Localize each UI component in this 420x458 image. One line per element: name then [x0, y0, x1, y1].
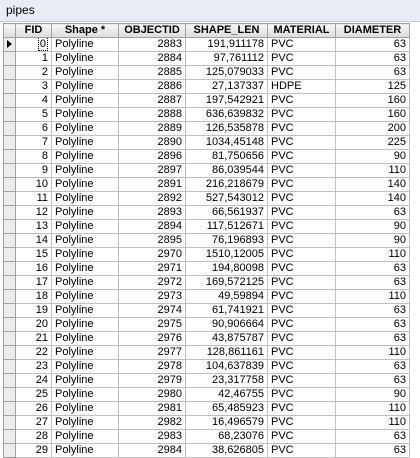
cell-fid[interactable]: 29 [16, 444, 52, 458]
cell-shape-len[interactable]: 125,079033 [186, 66, 268, 80]
cell-fid[interactable]: 8 [16, 150, 52, 164]
cell-fid[interactable]: 13 [16, 220, 52, 234]
cell-objectid[interactable]: 2983 [119, 430, 186, 444]
cell-shape[interactable]: Polyline [52, 374, 119, 388]
cell-material[interactable]: PVC [268, 94, 336, 108]
table-row[interactable] [4, 122, 410, 136]
cell-shape-len[interactable]: 68,23076 [186, 430, 268, 444]
cell-shape-len[interactable]: 38,626805 [186, 444, 268, 458]
table-row[interactable] [4, 66, 410, 80]
cell-shape-len[interactable]: 117,512671 [186, 220, 268, 234]
cell-shape[interactable]: Polyline [52, 178, 119, 192]
table-row[interactable] [4, 318, 410, 332]
row-selector[interactable] [4, 388, 16, 402]
cell-material[interactable]: PVC [268, 38, 336, 52]
column-header-shape[interactable]: Shape * [52, 24, 119, 38]
cell-shape[interactable]: Polyline [52, 66, 119, 80]
cell-diameter[interactable]: 90 [336, 150, 410, 164]
cell-diameter[interactable]: 63 [336, 374, 410, 388]
cell-shape[interactable]: Polyline [52, 388, 119, 402]
cell-shape[interactable]: Polyline [52, 248, 119, 262]
cell-fid[interactable]: 27 [16, 416, 52, 430]
cell-material[interactable]: PVC [268, 304, 336, 318]
cell-diameter[interactable]: 63 [336, 332, 410, 346]
cell-diameter[interactable]: 63 [336, 38, 410, 52]
cell-material[interactable]: PVC [268, 402, 336, 416]
cell-fid[interactable]: 22 [16, 346, 52, 360]
cell-diameter[interactable]: 160 [336, 94, 410, 108]
cell-objectid[interactable]: 2888 [119, 108, 186, 122]
cell-fid[interactable]: 21 [16, 332, 52, 346]
row-selector[interactable] [4, 332, 16, 346]
cell-material[interactable]: PVC [268, 262, 336, 276]
cell-material[interactable]: PVC [268, 150, 336, 164]
row-selector[interactable] [4, 52, 16, 66]
cell-shape-len[interactable]: 42,46755 [186, 388, 268, 402]
cell-material[interactable]: PVC [268, 206, 336, 220]
table-row[interactable] [4, 80, 410, 94]
cell-shape-len[interactable]: 104,637839 [186, 360, 268, 374]
table-row[interactable] [4, 332, 410, 346]
cell-shape[interactable]: Polyline [52, 290, 119, 304]
row-selector[interactable] [4, 234, 16, 248]
cell-diameter[interactable]: 140 [336, 192, 410, 206]
row-selector[interactable] [4, 108, 16, 122]
cell-objectid[interactable]: 2970 [119, 248, 186, 262]
cell-diameter[interactable]: 63 [336, 52, 410, 66]
cell-diameter[interactable]: 63 [336, 66, 410, 80]
cell-fid[interactable]: 14 [16, 234, 52, 248]
cell-diameter[interactable]: 63 [336, 276, 410, 290]
cell-fid[interactable]: 2 [16, 66, 52, 80]
row-selector[interactable] [4, 346, 16, 360]
cell-objectid[interactable]: 2982 [119, 416, 186, 430]
cell-fid[interactable]: 26 [16, 402, 52, 416]
cell-shape-len[interactable]: 128,861161 [186, 346, 268, 360]
table-header-row [4, 24, 410, 38]
cell-diameter[interactable]: 125 [336, 80, 410, 94]
cell-material[interactable]: PVC [268, 388, 336, 402]
cell-material[interactable]: PVC [268, 122, 336, 136]
cell-objectid[interactable]: 2885 [119, 66, 186, 80]
cell-objectid[interactable]: 2896 [119, 150, 186, 164]
cell-objectid[interactable]: 2889 [119, 122, 186, 136]
cell-objectid[interactable]: 2981 [119, 402, 186, 416]
cell-objectid[interactable]: 2978 [119, 360, 186, 374]
cell-fid[interactable]: 24 [16, 374, 52, 388]
cell-shape[interactable]: Polyline [52, 164, 119, 178]
cell-shape[interactable]: Polyline [52, 234, 119, 248]
cell-shape-len[interactable]: 66,561937 [186, 206, 268, 220]
active-cell-value: 0 [39, 38, 46, 50]
table-row[interactable] [4, 164, 410, 178]
cell-shape[interactable]: Polyline [52, 150, 119, 164]
cell-shape-len[interactable]: 216,218679 [186, 178, 268, 192]
row-selector[interactable] [4, 136, 16, 150]
cell-material[interactable]: PVC [268, 220, 336, 234]
cell-fid[interactable]: 1 [16, 52, 52, 66]
cell-diameter[interactable]: 90 [336, 234, 410, 248]
cell-fid[interactable]: 7 [16, 136, 52, 150]
cell-shape-len[interactable]: 527,543012 [186, 192, 268, 206]
table-row[interactable] [4, 360, 410, 374]
table-row[interactable] [4, 94, 410, 108]
cell-material[interactable]: PVC [268, 332, 336, 346]
cell-shape-len[interactable]: 27,137337 [186, 80, 268, 94]
cell-shape-len[interactable]: 43,875787 [186, 332, 268, 346]
cell-fid[interactable]: 11 [16, 192, 52, 206]
cell-objectid[interactable]: 2974 [119, 304, 186, 318]
cell-shape-len[interactable]: 1034,45148 [186, 136, 268, 150]
cell-diameter[interactable]: 110 [336, 346, 410, 360]
table-row[interactable] [4, 388, 410, 402]
cell-fid[interactable]: 28 [16, 430, 52, 444]
cell-diameter[interactable]: 63 [336, 430, 410, 444]
table-body [4, 38, 410, 458]
cell-objectid[interactable]: 2971 [119, 262, 186, 276]
cell-shape-len[interactable]: 81,750656 [186, 150, 268, 164]
cell-material[interactable]: PVC [268, 52, 336, 66]
table-row[interactable] [4, 262, 410, 276]
row-selector[interactable] [4, 248, 16, 262]
cell-fid[interactable]: 12 [16, 206, 52, 220]
attribute-table [3, 23, 413, 458]
cell-material[interactable]: PVC [268, 360, 336, 374]
window-title: pipes [6, 3, 35, 17]
cell-material[interactable]: PVC [268, 374, 336, 388]
cell-diameter[interactable]: 90 [336, 388, 410, 402]
row-selector[interactable] [4, 430, 16, 444]
cell-shape[interactable]: Polyline [52, 304, 119, 318]
cell-objectid[interactable]: 2973 [119, 290, 186, 304]
table-row[interactable] [4, 192, 410, 206]
row-selector[interactable] [4, 178, 16, 192]
row-selector-header[interactable] [4, 24, 16, 38]
column-header-shape-len[interactable]: SHAPE_LEN [186, 24, 268, 38]
cell-material[interactable]: PVC [268, 192, 336, 206]
cell-objectid[interactable]: 2977 [119, 346, 186, 360]
cell-objectid[interactable]: 2895 [119, 234, 186, 248]
cell-shape-len[interactable]: 76,196893 [186, 234, 268, 248]
cell-shape[interactable]: Polyline [52, 430, 119, 444]
row-selector[interactable] [4, 66, 16, 80]
cell-material[interactable]: PVC [268, 248, 336, 262]
cell-diameter[interactable]: 200 [336, 122, 410, 136]
cell-material[interactable]: PVC [268, 318, 336, 332]
cell-diameter[interactable]: 63 [336, 304, 410, 318]
cell-shape[interactable]: Polyline [52, 136, 119, 150]
cell-material[interactable]: PVC [268, 234, 336, 248]
window-titlebar [0, 0, 420, 22]
cell-objectid[interactable]: 2976 [119, 332, 186, 346]
column-header-diameter[interactable]: DIAMETER [336, 24, 410, 38]
current-row-arrow-icon [7, 40, 12, 48]
cell-diameter[interactable]: 160 [336, 108, 410, 122]
row-selector[interactable] [4, 94, 16, 108]
cell-fid[interactable]: 20 [16, 318, 52, 332]
cell-shape-len[interactable]: 97,761112 [186, 52, 268, 66]
cell-fid[interactable]: 17 [16, 276, 52, 290]
cell-shape-len[interactable]: 65,485923 [186, 402, 268, 416]
cell-shape-len[interactable]: 86,039544 [186, 164, 268, 178]
table-row[interactable] [4, 108, 410, 122]
table-row[interactable] [4, 346, 410, 360]
cell-shape-len[interactable]: 23,317758 [186, 374, 268, 388]
cell-objectid[interactable]: 2883 [119, 38, 186, 52]
cell-shape-len[interactable]: 49,59894 [186, 290, 268, 304]
cell-shape-len[interactable]: 636,639832 [186, 108, 268, 122]
cell-shape[interactable]: Polyline [52, 332, 119, 346]
cell-fid[interactable]: 19 [16, 304, 52, 318]
cell-shape-len[interactable]: 191,911178 [186, 38, 268, 52]
cell-fid[interactable]: 18 [16, 290, 52, 304]
table-row[interactable] [4, 402, 410, 416]
cell-fid[interactable] [16, 38, 52, 52]
cell-shape[interactable]: Polyline [52, 38, 119, 52]
cell-fid[interactable]: 5 [16, 108, 52, 122]
row-selector[interactable] [4, 220, 16, 234]
row-selector[interactable] [4, 122, 16, 136]
cell-shape[interactable]: Polyline [52, 192, 119, 206]
cell-shape[interactable]: Polyline [52, 262, 119, 276]
cell-objectid[interactable]: 2890 [119, 136, 186, 150]
cell-shape-len[interactable]: 194,80098 [186, 262, 268, 276]
cell-material[interactable]: PVC [268, 136, 336, 150]
table-row[interactable] [4, 374, 410, 388]
row-selector[interactable] [4, 318, 16, 332]
cell-material[interactable]: PVC [268, 276, 336, 290]
row-selector[interactable] [4, 192, 16, 206]
cell-shape-len[interactable]: 169,572125 [186, 276, 268, 290]
cell-fid[interactable]: 15 [16, 248, 52, 262]
table-row[interactable] [4, 430, 410, 444]
cell-objectid[interactable]: 2893 [119, 206, 186, 220]
cell-fid[interactable]: 4 [16, 94, 52, 108]
cell-fid[interactable]: 23 [16, 360, 52, 374]
column-header-objectid[interactable]: OBJECTID [119, 24, 186, 38]
cell-shape[interactable]: Polyline [52, 416, 119, 430]
row-selector[interactable] [4, 416, 16, 430]
cell-objectid[interactable]: 2892 [119, 192, 186, 206]
cell-objectid[interactable]: 2894 [119, 220, 186, 234]
cell-diameter[interactable]: 110 [336, 290, 410, 304]
cell-material[interactable]: PVC [268, 178, 336, 192]
column-header-material[interactable]: MATERIAL [268, 24, 336, 38]
cell-fid[interactable]: 16 [16, 262, 52, 276]
row-selector[interactable] [4, 262, 16, 276]
column-header-fid[interactable]: FID [16, 24, 52, 38]
cell-material[interactable]: PVC [268, 108, 336, 122]
cell-objectid[interactable]: 2884 [119, 52, 186, 66]
cell-material[interactable]: PVC [268, 346, 336, 360]
row-selector[interactable] [4, 402, 16, 416]
row-selector[interactable] [4, 374, 16, 388]
cell-diameter[interactable]: 90 [336, 220, 410, 234]
cell-objectid[interactable]: 2979 [119, 374, 186, 388]
cell-material[interactable]: HDPE [268, 80, 336, 94]
cell-shape[interactable]: Polyline [52, 318, 119, 332]
row-selector[interactable] [4, 206, 16, 220]
cell-fid[interactable]: 6 [16, 122, 52, 136]
cell-material[interactable]: PVC [268, 444, 336, 458]
cell-objectid[interactable]: 2984 [119, 444, 186, 458]
table-row[interactable] [4, 206, 410, 220]
cell-shape[interactable]: Polyline [52, 402, 119, 416]
row-selector[interactable] [4, 150, 16, 164]
table-row[interactable] [4, 178, 410, 192]
row-selector[interactable] [4, 444, 16, 458]
row-selector[interactable] [4, 80, 16, 94]
table-row[interactable] [4, 304, 410, 318]
cell-diameter[interactable]: 63 [336, 360, 410, 374]
table-row[interactable] [4, 234, 410, 248]
cell-material[interactable]: PVC [268, 66, 336, 80]
cell-shape[interactable]: Polyline [52, 94, 119, 108]
cell-shape-len[interactable]: 126,535878 [186, 122, 268, 136]
row-selector[interactable] [4, 304, 16, 318]
cell-objectid[interactable]: 2887 [119, 94, 186, 108]
cell-shape[interactable]: Polyline [52, 444, 119, 458]
table-row[interactable] [4, 136, 410, 150]
cell-shape[interactable]: Polyline [52, 346, 119, 360]
cell-shape-len[interactable]: 197,542921 [186, 94, 268, 108]
cell-fid[interactable]: 9 [16, 164, 52, 178]
cell-shape[interactable]: Polyline [52, 122, 119, 136]
cell-shape-len[interactable]: 16,496579 [186, 416, 268, 430]
cell-diameter[interactable]: 63 [336, 444, 410, 458]
table-row[interactable] [4, 248, 410, 262]
cell-objectid[interactable]: 2972 [119, 276, 186, 290]
table-row[interactable] [4, 416, 410, 430]
table-row[interactable] [4, 290, 410, 304]
cell-material[interactable]: PVC [268, 416, 336, 430]
cell-shape[interactable]: Polyline [52, 108, 119, 122]
table-row[interactable] [4, 150, 410, 164]
cell-shape[interactable]: Polyline [52, 360, 119, 374]
cell-shape-len[interactable]: 1510,12005 [186, 248, 268, 262]
cell-diameter[interactable]: 63 [336, 262, 410, 276]
table-row[interactable] [4, 220, 410, 234]
cell-fid[interactable]: 3 [16, 80, 52, 94]
cell-shape[interactable]: Polyline [52, 52, 119, 66]
cell-objectid[interactable]: 2891 [119, 178, 186, 192]
cell-objectid[interactable]: 2897 [119, 164, 186, 178]
row-selector[interactable] [4, 164, 16, 178]
cell-objectid[interactable]: 2975 [119, 318, 186, 332]
cell-shape-len[interactable]: 90,906664 [186, 318, 268, 332]
table-row[interactable] [4, 276, 410, 290]
table-row[interactable] [4, 38, 410, 52]
cell-diameter[interactable]: 140 [336, 178, 410, 192]
cell-objectid[interactable]: 2886 [119, 80, 186, 94]
row-selector[interactable] [4, 290, 16, 304]
row-selector[interactable] [4, 360, 16, 374]
row-selector[interactable] [4, 38, 16, 52]
cell-shape[interactable]: Polyline [52, 206, 119, 220]
cell-diameter[interactable]: 63 [336, 318, 410, 332]
cell-diameter[interactable]: 110 [336, 164, 410, 178]
cell-fid[interactable]: 10 [16, 178, 52, 192]
cell-diameter[interactable]: 225 [336, 136, 410, 150]
cell-shape[interactable]: Polyline [52, 276, 119, 290]
cell-fid[interactable]: 25 [16, 388, 52, 402]
cell-objectid[interactable]: 2980 [119, 388, 186, 402]
cell-diameter[interactable]: 63 [336, 206, 410, 220]
cell-shape[interactable]: Polyline [52, 220, 119, 234]
table-row[interactable] [4, 52, 410, 66]
cell-material[interactable]: PVC [268, 430, 336, 444]
table-row[interactable] [4, 444, 410, 458]
cell-diameter[interactable]: 110 [336, 248, 410, 262]
cell-material[interactable]: PVC [268, 290, 336, 304]
cell-shape[interactable]: Polyline [52, 80, 119, 94]
cell-material[interactable]: PVC [268, 164, 336, 178]
cell-diameter[interactable]: 110 [336, 402, 410, 416]
cell-shape-len[interactable]: 61,741921 [186, 304, 268, 318]
cell-diameter[interactable]: 110 [336, 416, 410, 430]
row-selector[interactable] [4, 276, 16, 290]
